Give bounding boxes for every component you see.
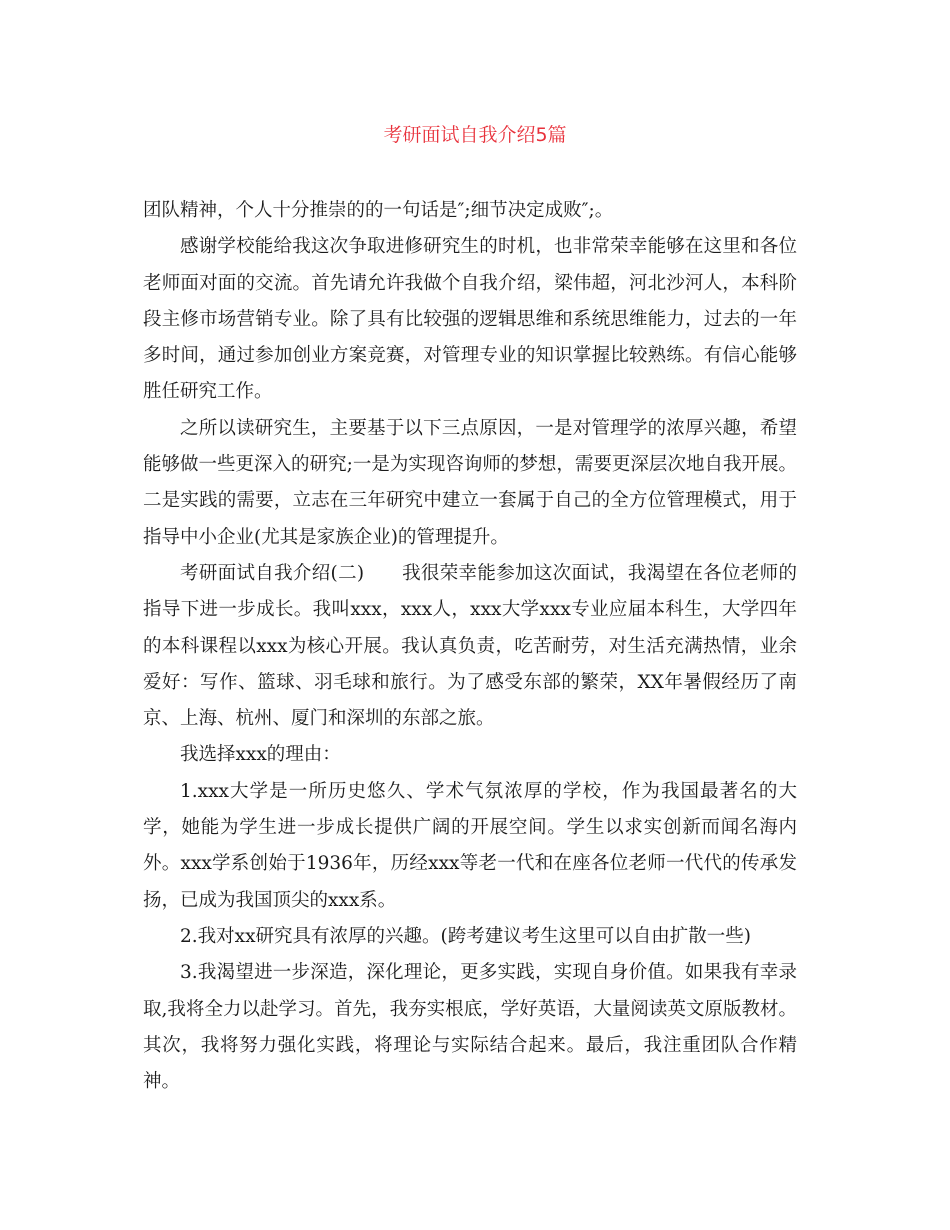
document-title: 考研面试自我介绍5篇 [383, 124, 567, 146]
paragraph-reason-3: 3.我渴望进一步深造，深化理论，更多实践，实现自身价值。如果我有幸录取,我将全力以赴学习。首先，我夯实根底，学好英语，大量阅读英文原版教材。其次，我将努力强化实践，将理论与实际结合起来。最后，我注重团队合作精神。 [143, 962, 797, 1093]
paragraph-reason-1: 1.xxx大学是一所历史悠久、学术气氛浓厚的学校，作为我国最著名的大学，她能为学生进一步成长提供广阔的开展空间。学生以求实创新而闻名海内外。xxx学系创始于1936年，历经xxx等老一代和在座各位老师一代代的传承发扬，已成为我国顶尖的xxx系。 [143, 780, 797, 911]
paragraph-intro-two: 考研面试自我介绍(二) 我很荣幸能参加这次面试，我渴望在各位老师的指导下进一步成长。我叫xxx，xxx人，xxx大学xxx专业应届本科生，大学四年的本科课程以xxx为核心开展。我认真负责，吃苦耐劳，对生活充满热情，业余爱好：写作、篮球、羽毛球和旅行。为了感受东部的繁荣，XX年暑假经历了南京、上海、杭州、厦门和深圳的东部之旅。 [143, 562, 797, 730]
paragraph-choice-heading: 我选择xxx的理由： [180, 744, 341, 766]
paragraph-gratitude-intro: 感谢学校能给我这次争取进修研究生的时机，也非常荣幸能够在这里和各位老师面对面的交流。首先请允许我做个自我介绍，梁伟超，河北沙河人，本科阶段主修市场营销专业。除了具有比较强的逻辑思维和系统思维能力，过去的一年多时间，通过参加创业方案竞赛，对管理专业的知识掌握比较熟练。有信心能够胜任研究工作。 [143, 236, 797, 403]
paragraph-reasons: 之所以读研究生，主要基于以下三点原因，一是对管理学的浓厚兴趣，希望能够做一些更深入的研究;一是为实现咨询师的梦想，需要更深层次地自我开展。二是实践的需要，立志在三年研究中建立一套属于自己的全方位管理模式，用于指导中小企业(尤其是家族企业)的管理提升。 [143, 417, 797, 548]
paragraph-continuation: 团队精神，个人十分推崇的的一句话是″;细节决定成败″;。 [143, 200, 614, 221]
paragraph-reason-2: 2.我对xx研究具有浓厚的兴趣。(跨考建议考生这里可以自由扩散一些) [180, 925, 751, 947]
document-body [143, 193, 797, 1100]
